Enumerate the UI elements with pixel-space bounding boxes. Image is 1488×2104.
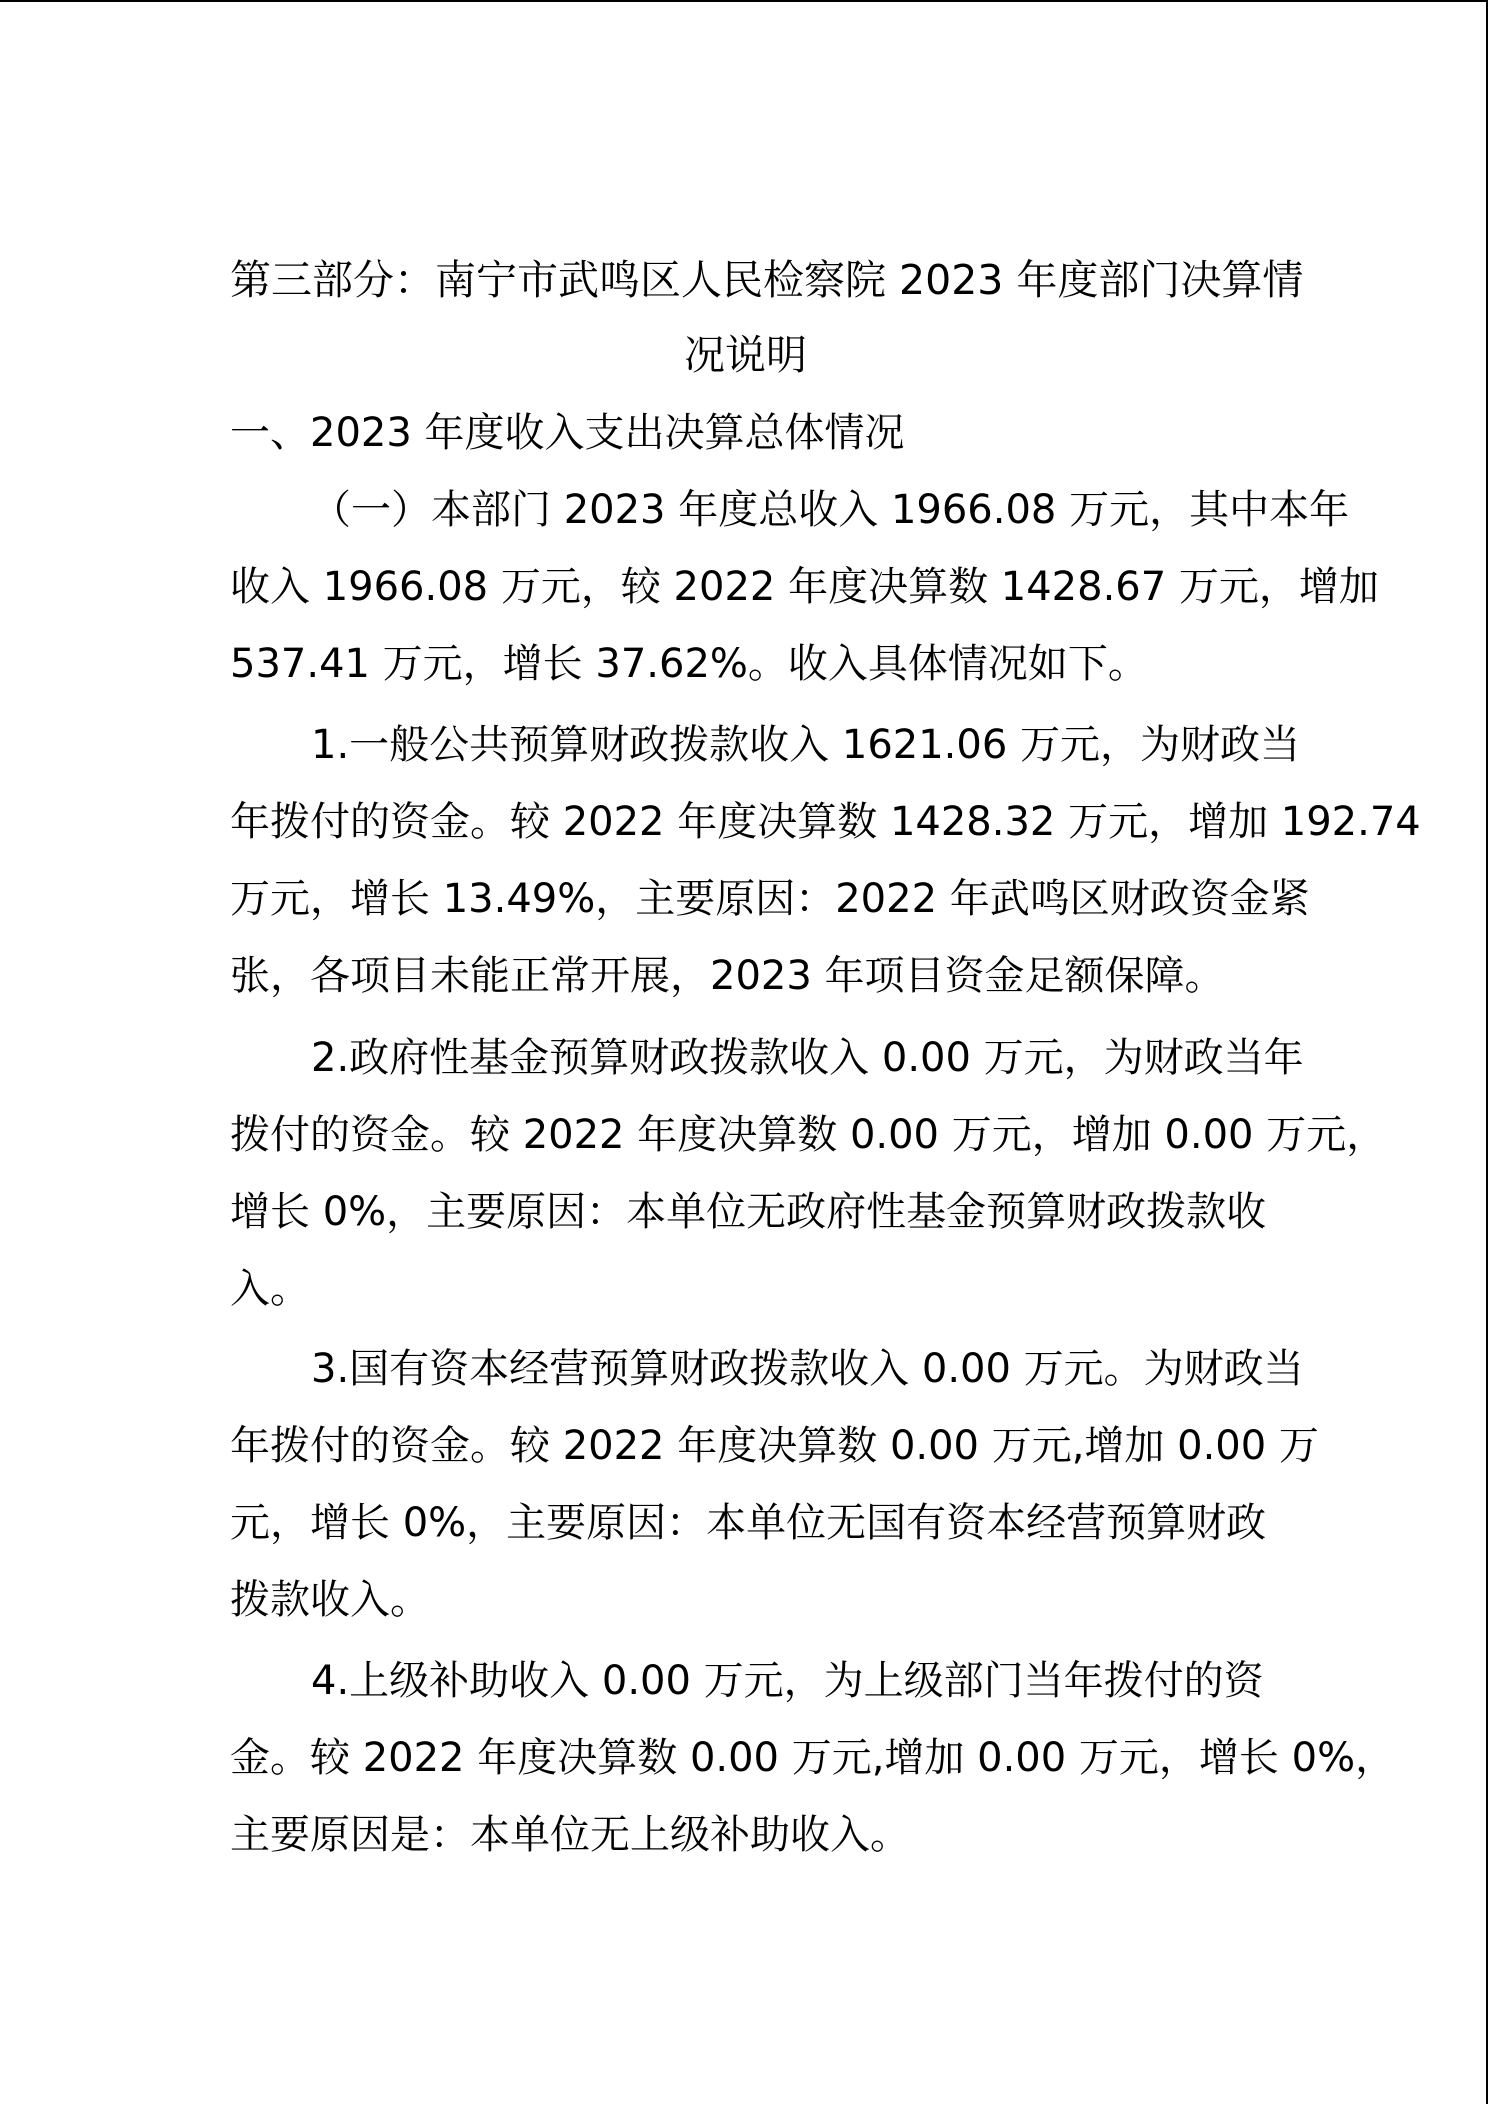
- paragraph-3-line-2: 拨付的资金。较 2022 年度决算数 0.00 万元，增加 0.00 万元，: [230, 1112, 1387, 1158]
- paragraph-3-line-3: 增长 0%，主要原因：本单位无政府性基金预算财政拨款收: [230, 1189, 1267, 1235]
- paragraph-4-line-3: 元，增长 0%，主要原因：本单位无国有资本经营预算财政: [230, 1500, 1267, 1546]
- paragraph-5-line-1: 4.上级补助收入 0.00 万元，为上级部门当年拨付的资: [311, 1658, 1264, 1704]
- paragraph-1-line-1: （一）本部门 2023 年度总收入 1966.08 万元，其中本年: [311, 487, 1350, 533]
- paragraph-5-line-2: 金。较 2022 年度决算数 0.00 万元,增加 0.00 万元，增长 0%，: [230, 1735, 1396, 1781]
- paragraph-1-line-2: 收入 1966.08 万元，较 2022 年度决算数 1428.67 万元，增加: [230, 564, 1379, 610]
- page-top-border: [0, 0, 1488, 2]
- paragraph-5-line-3: 主要原因是：本单位无上级补助收入。: [230, 1812, 910, 1858]
- paragraph-2-line-4: 张，各项目未能正常开展，2023 年项目资金足额保障。: [230, 953, 1225, 999]
- paragraph-3-line-4: 入。: [230, 1266, 310, 1312]
- paragraph-4-line-4: 拨款收入。: [230, 1577, 430, 1623]
- paragraph-1-line-3: 537.41 万元，增长 37.62%。收入具体情况如下。: [230, 641, 1148, 687]
- document-title-line-1: 第三部分：南宁市武鸣区人民检察院 2023 年度部门决算情: [230, 256, 1304, 304]
- paragraph-2-line-1: 1.一般公共预算财政拨款收入 1621.06 万元，为财政当: [311, 722, 1301, 768]
- paragraph-2-line-3: 万元，增长 13.49%，主要原因：2022 年武鸣区财政资金紧: [230, 876, 1310, 922]
- section-heading: 一、2023 年度收入支出决算总体情况: [230, 410, 905, 456]
- paragraph-4-line-1: 3.国有资本经营预算财政拨款收入 0.00 万元。为财政当: [311, 1346, 1304, 1392]
- paragraph-2-line-2: 年拨付的资金。较 2022 年度决算数 1428.32 万元，增加 192.74: [230, 799, 1421, 845]
- paragraph-3-line-1: 2.政府性基金预算财政拨款收入 0.00 万元，为财政当年: [311, 1035, 1304, 1081]
- paragraph-4-line-2: 年拨付的资金。较 2022 年度决算数 0.00 万元,增加 0.00 万: [230, 1423, 1319, 1469]
- document-title-line-2: 况说明: [684, 331, 807, 379]
